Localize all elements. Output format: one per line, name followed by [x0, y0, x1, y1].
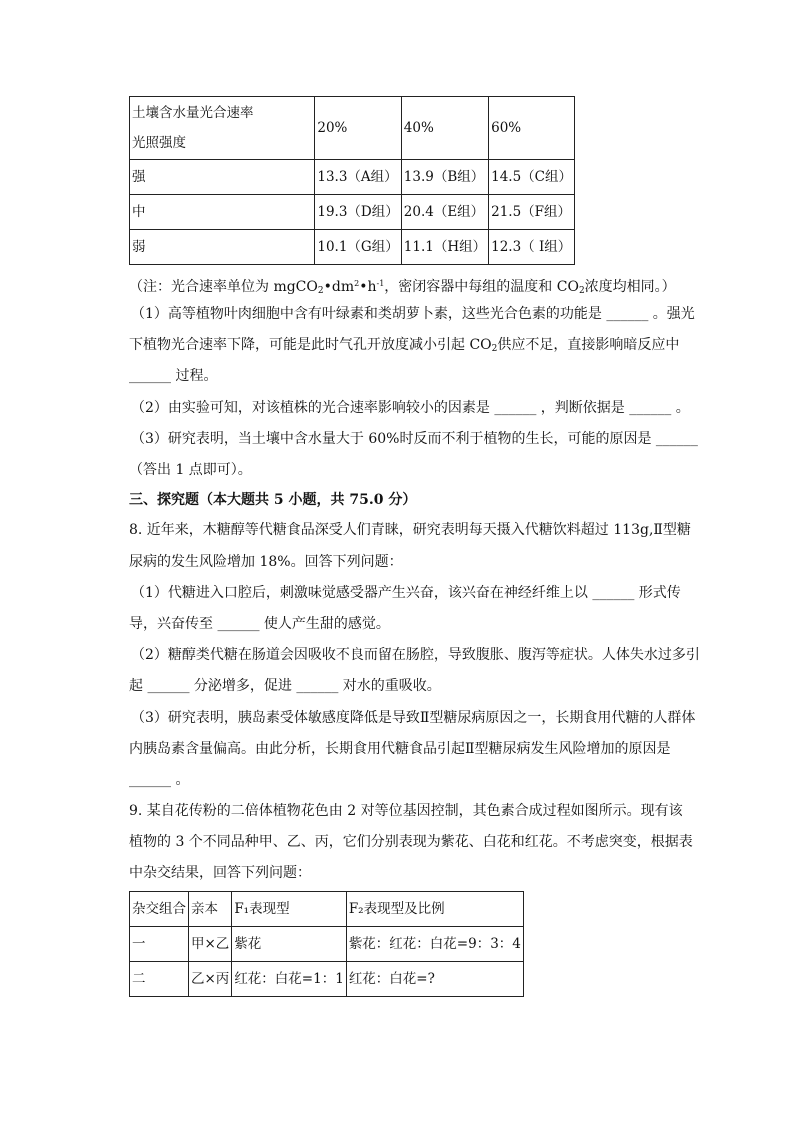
q7-part2-line1: （2）由实验可知，对该植株的光合速率影响较小的因素是 ______ ，判断依据是 ______ 。 — [131, 400, 690, 416]
table-cell: 乙×丙 — [189, 962, 232, 997]
q7-part3-line1: （3）研究表明，当土壤中含水量大于 60%时反而不利于植物的生长，可能的原因是 ______ — [131, 431, 698, 447]
table-corner-header — [130, 97, 315, 160]
column-header: 亲本 — [189, 892, 232, 927]
table-cell: 紫花：红花：白花=9：3：4 — [346, 927, 523, 962]
q7-part1-line1: （1）高等植物叶肉细胞中含有叶绿素和类胡萝卜素，这些光合色素的功能是 ______ 。强光 — [131, 306, 695, 322]
column-header: 40% — [401, 97, 488, 160]
column-header: F₁表现型 — [232, 892, 347, 927]
q7-part1-line2: 下植物光合速率下降，可能是此时气孔开放度减小引起 $CO_2$供应不足，直接影响暗反应中 — [129, 337, 680, 354]
table-cell: 21.5（F组） — [489, 195, 575, 230]
table-cell: 紫花 — [232, 927, 347, 962]
q9-stem-line2: 植物的 3 个不同品种甲、乙、丙，它们分别表现为紫花、白花和红花。不考虑突变，根据表 — [129, 834, 693, 850]
table-row — [130, 962, 524, 997]
column-header: F₂表现型及比例 — [346, 892, 523, 927]
q7-part3-line2: （答出 1 点即可）。 — [129, 462, 252, 478]
table-cell: 二 — [130, 962, 189, 997]
q8-part3-line1: （3）研究表明，胰岛素受体敏感度降低是导致Ⅱ型糖尿病原因之一，长期食用代糖的人群体 — [131, 710, 696, 726]
column-header: 60% — [489, 97, 575, 160]
q8-part1-line1: （1）代糖进入口腔后，刺激味觉感受器产生兴奋，该兴奋在神经纤维上以 ______ 形式传 — [131, 585, 681, 601]
q8-part3-line3: ______ 。 — [129, 772, 190, 788]
column-header: 杂交组合 — [130, 892, 189, 927]
row-label: 中 — [130, 195, 315, 230]
table-cell: 11.1（H组） — [401, 230, 488, 265]
table-cell: 20.4（E组） — [401, 195, 488, 230]
q8-stem-line1: 8. 近年来，木糖醇等代糖食品深受人们青睐，研究表明每天摄入代糖饮料超过 113g,Ⅱ型糖 — [129, 522, 691, 538]
q8-part3-line2: 内胰岛素含量偏高。由此分析，长期食用代糖食品引起Ⅱ型糖尿病发生风险增加的原因是 — [129, 741, 671, 757]
row-label: 强 — [130, 160, 315, 195]
table-cell: 红花：白花=1：1 — [232, 962, 347, 997]
table-cell: 19.3（D组） — [315, 195, 401, 230]
row-label: 弱 — [130, 230, 315, 265]
q7-part1-line3: ______ 过程。 — [129, 368, 218, 384]
q8-part2-line2: 起 ______ 分泌增多，促进 ______ 对水的重吸收。 — [129, 678, 441, 694]
table-cell: 13.3（A组） — [315, 160, 401, 195]
q9-stem-line3: 中杂交结果，回答下列问题： — [129, 865, 311, 881]
table-row — [130, 230, 575, 265]
table-row — [130, 160, 575, 195]
table-cell: 10.1（G组） — [315, 230, 401, 265]
table-row — [130, 195, 575, 230]
corner-header-line1: 土壤含水量光合速率 — [132, 105, 254, 121]
table-cell: 12.3（ I组） — [489, 230, 575, 265]
table-row — [130, 927, 524, 962]
table-cell: 13.9（B组） — [401, 160, 488, 195]
photosynthesis-table — [129, 96, 575, 265]
table-cell: 甲×乙 — [189, 927, 232, 962]
table-cell: 一 — [130, 927, 189, 962]
q8-stem-line2: 尿病的发生风险增加 18%。回答下列问题： — [129, 554, 403, 570]
table-cell: 红花：白花=? — [346, 962, 523, 997]
section-title: 三、探究题（本大题共 5 小题，共 75.0 分） — [129, 492, 417, 508]
q9-stem-line1: 9. 某自花传粉的二倍体植物花色由 2 对等位基因控制，其色素合成过程如图所示。现有该 — [129, 803, 683, 819]
cross-results-table — [129, 891, 524, 997]
column-header: 20% — [315, 97, 401, 160]
q8-part2-line1: （2）糖醇类代糖在肠道会因吸收不良而留在肠腔，导致腹胀、腹泻等症状。人体失水过多引 — [131, 647, 700, 663]
corner-header-line2: 光照强度 — [132, 135, 186, 151]
table-header-row — [130, 97, 575, 160]
table-header-row — [130, 892, 524, 927]
q8-part1-line2: 导，兴奋传至 ______ 使人产生甜的感觉。 — [129, 616, 390, 632]
table-note: （注：光合速率单位为 $mgCO_2•dm^2•h^{-1}$，密闭容器中每组的温度和 $CO_2$浓度均相同。） — [129, 279, 676, 296]
table-cell: 14.5（C组） — [489, 160, 575, 195]
